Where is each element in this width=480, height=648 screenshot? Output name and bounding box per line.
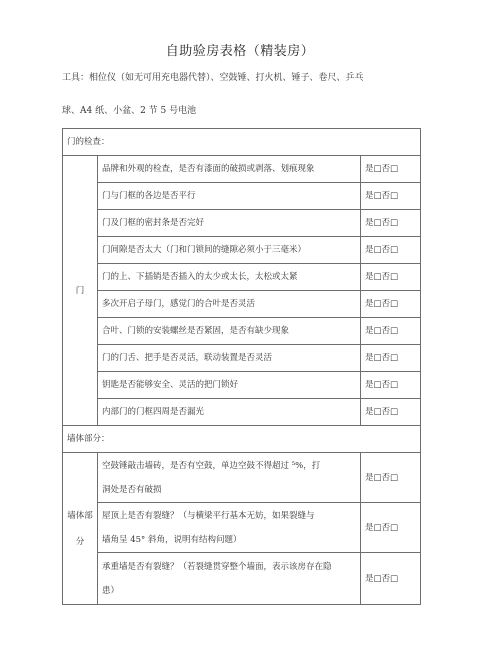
checkbox-yes-no[interactable]: 是□否□: [361, 345, 421, 372]
item-text-line2: 患）: [102, 585, 120, 596]
tools-line-2: 球、A4 纸、小盆、2 节 5 号电池: [62, 106, 197, 116]
section-row-door: [63, 129, 421, 156]
group-label-wall: [63, 453, 98, 605]
item-text-line2: 墙角呈 45° 斜角，说明有结构问题）: [102, 534, 242, 545]
group-label-door: 门: [63, 156, 98, 426]
table-row: [63, 399, 421, 426]
group-label-wall-line2: 分: [75, 536, 85, 547]
table-row: [63, 291, 421, 318]
item-text: 门的上、下插销是否插入的太少或太长，太松或太紧: [98, 264, 361, 291]
item-text-line2: 洞处是否有破损: [102, 484, 162, 495]
item-text: 多次开启子母门，感觉门的合叶是否灵活: [98, 291, 361, 318]
item-text: 品牌和外观的检查，是否有漆面的破损或剥落、划痕现象: [98, 156, 361, 183]
table-row: [63, 318, 421, 345]
table-row: [63, 372, 421, 399]
checkbox-yes-no[interactable]: 是□否□: [361, 183, 421, 210]
checkbox-yes-no[interactable]: 是□否□: [361, 237, 421, 264]
section-heading-door: 门的检查：: [63, 129, 421, 156]
checkbox-yes-no[interactable]: 是□否□: [361, 264, 421, 291]
table-row: [63, 183, 421, 210]
table-row: [63, 553, 421, 605]
item-text: [98, 453, 361, 503]
table-row: [63, 345, 421, 372]
item-text: 门间隙是否太大（门和门锁间的缝隙必须小于三毫米）: [98, 237, 361, 264]
checkbox-yes-no[interactable]: 是□否□: [361, 553, 421, 605]
section-heading-wall: 墙体部分：: [63, 426, 421, 453]
inspection-table: [62, 128, 421, 605]
checkbox-yes-no[interactable]: 是□否□: [361, 210, 421, 237]
item-text-line1: 空鼓锤敲击墙砖，是否有空鼓，单边空鼓不得超过 ⁵%，打: [102, 460, 321, 471]
item-text: 合叶、门锁的安装螺丝是否紧固，是否有缺少现象: [98, 318, 361, 345]
checkbox-yes-no[interactable]: 是□否□: [361, 318, 421, 345]
checkbox-yes-no[interactable]: 是□否□: [361, 372, 421, 399]
item-text: 门与门框的各边是否平行: [98, 183, 361, 210]
section-row-wall: [63, 426, 421, 453]
page-title: 自助验房表格（精装房）: [165, 44, 315, 59]
checkbox-yes-no[interactable]: 是□否□: [361, 156, 421, 183]
table-row: [63, 264, 421, 291]
group-label-wall-line1: 墙体部: [67, 510, 93, 521]
checkbox-yes-no[interactable]: 是□否□: [361, 503, 421, 553]
item-text-line1: 屋顶上是否有裂缝？（与横梁平行基本无妨，如果裂缝与: [102, 510, 315, 521]
item-text: 钥匙是否能够安全、灵活的把门锁好: [98, 372, 361, 399]
table-row: [63, 453, 421, 503]
item-text: 门的门舌、把手是否灵活，联动装置是否灵活: [98, 345, 361, 372]
item-text-line1: 承重墙是否有裂缝？（若裂缝贯穿整个墙面，表示该房存在隐: [102, 561, 332, 572]
table-row: [63, 210, 421, 237]
item-text: [98, 503, 361, 553]
table-row: [63, 237, 421, 264]
tools-line-1: 工具：相位仪（如无可用充电器代替）、空鼓锤、打火机、锤子、卷尺、乒乓: [62, 73, 364, 83]
checkbox-yes-no[interactable]: 是□否□: [361, 399, 421, 426]
checkbox-yes-no[interactable]: 是□否□: [361, 453, 421, 503]
item-text: [98, 553, 361, 605]
table-row: [63, 503, 421, 553]
item-text: 门及门框的密封条是否完好: [98, 210, 361, 237]
checkbox-yes-no[interactable]: 是□否□: [361, 291, 421, 318]
table-row: [63, 156, 421, 183]
item-text: 内部门的门框四周是否漏光: [98, 399, 361, 426]
